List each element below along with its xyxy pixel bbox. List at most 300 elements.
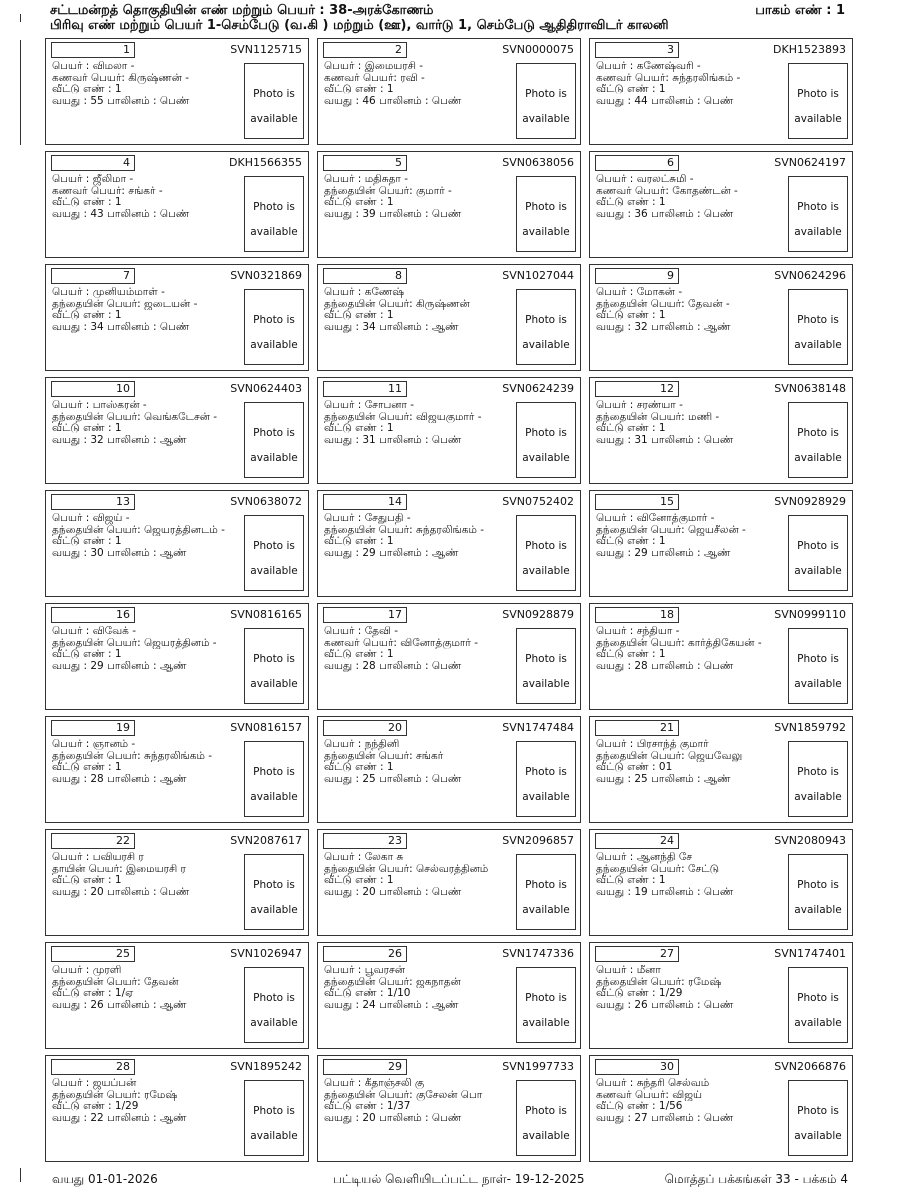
voter-name: பெயர் : பாஸ்கரன் - bbox=[52, 400, 147, 411]
serial-number: 10 bbox=[51, 381, 135, 397]
voter-details bbox=[52, 965, 242, 1011]
voter-name: பெயர் : வரலட்சுமி - bbox=[596, 174, 694, 185]
voter-card bbox=[45, 38, 309, 145]
photo-text-line2: available bbox=[794, 339, 842, 351]
house-number: வீட்டு எண் : 1 bbox=[52, 310, 122, 321]
voter-name: பெயர் : சோபனா - bbox=[324, 400, 415, 411]
relation-name: தந்தையின் பெயர்: ரமேஷ் bbox=[596, 976, 722, 988]
age-gender: வயது : 31 பாலினம் : பெண் bbox=[596, 434, 734, 446]
age-gender: வயது : 19 பாலினம் : பெண் bbox=[596, 886, 734, 898]
voter-name: பெயர் : சந்தியா - bbox=[596, 626, 680, 637]
relation-name: தந்தையின் பெயர்: ஜெயரத்தினம் - bbox=[52, 637, 217, 649]
serial-number: 1 bbox=[51, 42, 135, 58]
age-gender: வயது : 44 பாலினம் : பெண் bbox=[596, 95, 734, 107]
photo-text-line1: Photo is bbox=[525, 992, 567, 1004]
voter-card bbox=[317, 829, 581, 936]
serial-number: 11 bbox=[323, 381, 407, 397]
voter-details bbox=[52, 400, 242, 446]
page-count: மொத்தப் பக்கங்கள் 33 - பக்கம் 4 bbox=[664, 1172, 848, 1186]
voter-card bbox=[589, 264, 853, 371]
age-gender: வயது : 29 பாலினம் : ஆண் bbox=[52, 660, 187, 672]
voter-card bbox=[589, 38, 853, 145]
voter-details bbox=[596, 1078, 786, 1124]
photo-text-line1: Photo is bbox=[253, 879, 295, 891]
house-number: வீட்டு எண் : 1 bbox=[52, 875, 122, 886]
photo-text-line2: available bbox=[522, 113, 570, 125]
voter-card bbox=[589, 151, 853, 258]
photo-text-line1: Photo is bbox=[525, 314, 567, 326]
house-number: வீட்டு எண் : 1 bbox=[324, 423, 394, 434]
photo-text-line2: available bbox=[522, 1130, 570, 1142]
relation-name: கணவர் பெயர்: கோதண்டன் - bbox=[596, 185, 738, 197]
voter-details bbox=[596, 400, 786, 446]
photo-box bbox=[788, 741, 848, 817]
house-number: வீட்டு எண் : 1/10 bbox=[324, 988, 411, 999]
photo-box bbox=[788, 176, 848, 252]
photo-text-line1: Photo is bbox=[797, 653, 839, 665]
house-number: வீட்டு எண் : 1/56 bbox=[596, 1101, 683, 1112]
voter-details bbox=[324, 626, 514, 672]
photo-box bbox=[244, 63, 304, 139]
relation-name: தந்தையின் பெயர்: தேவன் bbox=[52, 976, 179, 988]
relation-name: தந்தையின் பெயர்: கிருஷ்ணன் bbox=[324, 298, 470, 310]
house-number: வீட்டு எண் : 1 bbox=[52, 84, 122, 95]
photo-text-line2: available bbox=[794, 791, 842, 803]
age-gender: வயது : 26 பாலினம் : ஆண் bbox=[52, 999, 187, 1011]
voter-name: பெயர் : ஆனந்தி சே bbox=[596, 852, 693, 863]
voter-name: பெயர் : விமலா - bbox=[52, 61, 135, 72]
photo-text-line1: Photo is bbox=[253, 201, 295, 213]
voter-id: SVN2066876 bbox=[774, 1060, 846, 1073]
age-gender: வயது : 32 பாலினம் : ஆண் bbox=[596, 321, 731, 333]
voter-name: பெயர் : பூவரசன் bbox=[324, 965, 406, 976]
voter-name: பெயர் : மதிசுதா - bbox=[324, 174, 409, 185]
photo-box bbox=[516, 63, 576, 139]
photo-text-line1: Photo is bbox=[797, 427, 839, 439]
voter-id: DKH1523893 bbox=[773, 43, 846, 56]
voter-card bbox=[45, 1055, 309, 1162]
voter-name: பெயர் : விஜய் - bbox=[52, 513, 130, 524]
photo-text-line2: available bbox=[794, 226, 842, 238]
age-gender: வயது : 22 பாலினம் : ஆண் bbox=[52, 1112, 187, 1124]
voter-id: SVN1027044 bbox=[502, 269, 574, 282]
house-number: வீட்டு எண் : 1 bbox=[596, 310, 666, 321]
voter-details bbox=[596, 513, 786, 559]
voter-id: SVN0638148 bbox=[774, 382, 846, 395]
relation-name: தந்தையின் பெயர்: விஜயகுமார் - bbox=[324, 411, 482, 423]
voter-details bbox=[52, 61, 242, 107]
house-number: வீட்டு எண் : 1 bbox=[324, 649, 394, 660]
serial-number: 22 bbox=[51, 833, 135, 849]
voter-card bbox=[589, 603, 853, 710]
age-gender: வயது : 20 பாலினம் : பெண் bbox=[324, 886, 462, 898]
photo-text-line2: available bbox=[522, 565, 570, 577]
voter-card bbox=[45, 377, 309, 484]
photo-box bbox=[788, 1080, 848, 1156]
house-number: வீட்டு எண் : 1 bbox=[324, 536, 394, 547]
voter-details bbox=[52, 626, 242, 672]
age-reference-date: வயது 01-01-2026 bbox=[52, 1172, 158, 1186]
voter-id: SVN0928879 bbox=[502, 608, 574, 621]
relation-name: தந்தையின் பெயர்: சுந்தரலிங்கம் - bbox=[52, 750, 213, 762]
age-gender: வயது : 27 பாலினம் : பெண் bbox=[596, 1112, 734, 1124]
photo-text-line2: available bbox=[794, 113, 842, 125]
voter-name: பெயர் : விவேக் - bbox=[52, 626, 136, 637]
serial-number: 27 bbox=[595, 946, 679, 962]
relation-name: தந்தையின் பெயர்: ரமேஷ் bbox=[52, 1089, 178, 1101]
relation-name: கணவர் பெயர்: சங்கர் - bbox=[52, 185, 163, 197]
serial-number: 9 bbox=[595, 268, 679, 284]
relation-name: தந்தையின் பெயர்: ஜெயரத்தினடம் - bbox=[52, 524, 225, 536]
age-gender: வயது : 55 பாலினம் : பெண் bbox=[52, 95, 190, 107]
voter-id: SVN2080943 bbox=[774, 834, 846, 847]
voter-name: பெயர் : வினோத்குமார் - bbox=[596, 513, 715, 524]
photo-text-line1: Photo is bbox=[253, 314, 295, 326]
serial-number: 6 bbox=[595, 155, 679, 171]
photo-text-line2: available bbox=[250, 113, 298, 125]
serial-number: 2 bbox=[323, 42, 407, 58]
relation-name: கணவர் பெயர்: சுந்தரலிங்கம் - bbox=[596, 72, 741, 84]
voter-card bbox=[589, 377, 853, 484]
photo-text-line1: Photo is bbox=[253, 1105, 295, 1117]
serial-number: 20 bbox=[323, 720, 407, 736]
relation-name: தந்தையின் பெயர்: செல்வரத்தினம் bbox=[324, 863, 489, 875]
photo-box bbox=[788, 854, 848, 930]
photo-text-line1: Photo is bbox=[525, 427, 567, 439]
voter-card bbox=[45, 829, 309, 936]
photo-text-line2: available bbox=[522, 339, 570, 351]
age-gender: வயது : 26 பாலினம் : பெண் bbox=[596, 999, 734, 1011]
age-gender: வயது : 28 பாலினம் : பெண் bbox=[324, 660, 462, 672]
voter-card bbox=[317, 151, 581, 258]
photo-box bbox=[788, 967, 848, 1043]
voter-card bbox=[589, 1055, 853, 1162]
voter-card bbox=[45, 942, 309, 1049]
photo-box bbox=[516, 402, 576, 478]
photo-text-line1: Photo is bbox=[253, 992, 295, 1004]
serial-number: 17 bbox=[323, 607, 407, 623]
voter-name: பெயர் : கீதாஞ்சலி கு bbox=[324, 1078, 425, 1089]
serial-number: 12 bbox=[595, 381, 679, 397]
serial-number: 4 bbox=[51, 155, 135, 171]
photo-box bbox=[244, 515, 304, 591]
house-number: வீட்டு எண் : 1 bbox=[52, 649, 122, 660]
constituency-title: சட்டமன்றத் தொகுதியின் எண் மற்றும் பெயர் : 38-அரக்கோணம் bbox=[50, 3, 434, 18]
photo-text-line1: Photo is bbox=[525, 201, 567, 213]
photo-text-line1: Photo is bbox=[253, 653, 295, 665]
voter-name: பெயர் : ஜயப்பன் bbox=[52, 1078, 137, 1089]
voter-card bbox=[589, 716, 853, 823]
photo-text-line2: available bbox=[250, 1130, 298, 1142]
voter-name: பெயர் : மோகன் - bbox=[596, 287, 683, 298]
voter-name: பெயர் : ஜீலிமா - bbox=[52, 174, 134, 185]
voter-details bbox=[324, 1078, 514, 1124]
age-gender: வயது : 20 பாலினம் : பெண் bbox=[324, 1112, 462, 1124]
voter-id: SVN1026947 bbox=[230, 947, 302, 960]
age-gender: வயது : 24 பாலினம் : ஆண் bbox=[324, 999, 459, 1011]
photo-text-line1: Photo is bbox=[525, 653, 567, 665]
photo-text-line2: available bbox=[522, 226, 570, 238]
voter-name: பெயர் : முரளி bbox=[52, 965, 122, 976]
photo-text-line1: Photo is bbox=[253, 427, 295, 439]
photo-box bbox=[516, 628, 576, 704]
voter-details bbox=[52, 174, 242, 220]
photo-text-line2: available bbox=[250, 565, 298, 577]
photo-text-line1: Photo is bbox=[797, 879, 839, 891]
photo-text-line2: available bbox=[250, 339, 298, 351]
voter-card bbox=[317, 264, 581, 371]
house-number: வீட்டு எண் : 1 bbox=[52, 762, 122, 773]
photo-box bbox=[516, 741, 576, 817]
serial-number: 7 bbox=[51, 268, 135, 284]
voter-name: பெயர் : தேவி - bbox=[324, 626, 399, 637]
age-gender: வயது : 34 பாலினம் : ஆண் bbox=[324, 321, 459, 333]
age-gender: வயது : 25 பாலினம் : பெண் bbox=[324, 773, 462, 785]
voter-id: SVN0816165 bbox=[230, 608, 302, 621]
voter-details bbox=[596, 852, 786, 898]
voter-id: SVN0624403 bbox=[230, 382, 302, 395]
photo-text-line2: available bbox=[250, 1017, 298, 1029]
voter-details bbox=[596, 965, 786, 1011]
photo-text-line1: Photo is bbox=[797, 540, 839, 552]
photo-box bbox=[516, 289, 576, 365]
photo-box bbox=[788, 289, 848, 365]
photo-text-line1: Photo is bbox=[525, 879, 567, 891]
voter-id: SVN2087617 bbox=[230, 834, 302, 847]
photo-box bbox=[788, 628, 848, 704]
relation-name: தந்தையின் பெயர்: வெங்கடேசன் - bbox=[52, 411, 218, 423]
photo-text-line2: available bbox=[794, 452, 842, 464]
relation-name: கணவர் பெயர்: ரவி - bbox=[324, 72, 425, 84]
relation-name: தந்தையின் பெயர்: ஜெயவேலு bbox=[596, 750, 743, 762]
serial-number: 13 bbox=[51, 494, 135, 510]
house-number: வீட்டு எண் : 1 bbox=[52, 197, 122, 208]
voter-name: பெயர் : சேதுபதி - bbox=[324, 513, 411, 524]
voter-name: பெயர் : கணேஷ்வரி - bbox=[596, 61, 701, 72]
voter-details bbox=[324, 400, 514, 446]
voter-card bbox=[317, 377, 581, 484]
photo-text-line2: available bbox=[522, 1017, 570, 1029]
voter-id: SVN1747401 bbox=[774, 947, 846, 960]
serial-number: 14 bbox=[323, 494, 407, 510]
relation-name: தாயின் பெயர்: இமையரசி ர bbox=[52, 863, 186, 875]
age-gender: வயது : 20 பாலினம் : பெண் bbox=[52, 886, 190, 898]
serial-number: 23 bbox=[323, 833, 407, 849]
house-number: வீட்டு எண் : 1/37 bbox=[324, 1101, 411, 1112]
voter-id: SVN0624239 bbox=[502, 382, 574, 395]
voter-id: DKH1566355 bbox=[229, 156, 302, 169]
voter-card bbox=[45, 151, 309, 258]
publication-date: பட்டியல் வெளியிடப்பட்ட நாள்- 19-12-2025 bbox=[333, 1172, 585, 1186]
age-gender: வயது : 34 பாலினம் : பெண் bbox=[52, 321, 190, 333]
serial-number: 24 bbox=[595, 833, 679, 849]
serial-number: 5 bbox=[323, 155, 407, 171]
voter-id: SVN1747484 bbox=[502, 721, 574, 734]
voter-details bbox=[596, 287, 786, 333]
relation-name: தந்தையின் பெயர்: சங்கர் bbox=[324, 750, 444, 762]
photo-text-line2: available bbox=[250, 791, 298, 803]
age-gender: வயது : 30 பாலினம் : ஆண் bbox=[52, 547, 187, 559]
house-number: வீட்டு எண் : 1/29 bbox=[52, 1101, 139, 1112]
age-gender: வயது : 39 பாலினம் : பெண் bbox=[324, 208, 462, 220]
photo-box bbox=[788, 63, 848, 139]
photo-text-line1: Photo is bbox=[797, 1105, 839, 1117]
voter-card bbox=[45, 264, 309, 371]
house-number: வீட்டு எண் : 1/ஏ bbox=[52, 988, 134, 999]
photo-text-line2: available bbox=[522, 791, 570, 803]
photo-box bbox=[516, 854, 576, 930]
serial-number: 29 bbox=[323, 1059, 407, 1075]
age-gender: வயது : 28 பாலினம் : ஆண் bbox=[52, 773, 187, 785]
voter-card bbox=[45, 716, 309, 823]
voter-id: SVN0999110 bbox=[774, 608, 846, 621]
serial-number: 15 bbox=[595, 494, 679, 510]
voter-id: SVN1997733 bbox=[502, 1060, 574, 1073]
photo-box bbox=[244, 854, 304, 930]
relation-name: தந்தையின் பெயர்: ஜடையன் - bbox=[52, 298, 198, 310]
photo-text-line1: Photo is bbox=[797, 992, 839, 1004]
relation-name: தந்தையின் பெயர்: சுந்தரலிங்கம் - bbox=[324, 524, 485, 536]
voter-id: SVN0624197 bbox=[774, 156, 846, 169]
voter-grid bbox=[45, 38, 853, 1162]
voter-details bbox=[596, 739, 786, 785]
voter-details bbox=[324, 174, 514, 220]
voter-id: SVN0638072 bbox=[230, 495, 302, 508]
photo-text-line2: available bbox=[522, 678, 570, 690]
house-number: வீட்டு எண் : 1 bbox=[596, 536, 666, 547]
voter-details bbox=[596, 626, 786, 672]
voter-name: பெயர் : சுந்தரி செல்வம் bbox=[596, 1078, 710, 1089]
voter-name: பெயர் : பவியரசி ர bbox=[52, 852, 144, 863]
voter-details bbox=[324, 852, 514, 898]
photo-text-line1: Photo is bbox=[525, 766, 567, 778]
house-number: வீட்டு எண் : 1 bbox=[596, 423, 666, 434]
photo-text-line2: available bbox=[794, 565, 842, 577]
relation-name: கணவர் பெயர்: வினோத்குமார் - bbox=[324, 637, 479, 649]
voter-id: SVN0752402 bbox=[502, 495, 574, 508]
voter-card bbox=[45, 603, 309, 710]
voter-id: SVN2096857 bbox=[502, 834, 574, 847]
voter-id: SVN0000075 bbox=[502, 43, 574, 56]
photo-box bbox=[788, 515, 848, 591]
photo-text-line1: Photo is bbox=[797, 766, 839, 778]
house-number: வீட்டு எண் : 1 bbox=[596, 649, 666, 660]
photo-text-line2: available bbox=[794, 1130, 842, 1142]
age-gender: வயது : 36 பாலினம் : பெண் bbox=[596, 208, 734, 220]
voter-card bbox=[317, 1055, 581, 1162]
voter-id: SVN0928929 bbox=[774, 495, 846, 508]
relation-name: தந்தையின் பெயர்: குசேலன் பொ bbox=[324, 1089, 483, 1101]
voter-name: பெயர் : மீனா bbox=[596, 965, 661, 976]
photo-text-line1: Photo is bbox=[253, 88, 295, 100]
voter-details bbox=[324, 965, 514, 1011]
voter-card bbox=[45, 490, 309, 597]
photo-box bbox=[244, 628, 304, 704]
photo-box bbox=[244, 967, 304, 1043]
photo-box bbox=[244, 289, 304, 365]
photo-box bbox=[516, 967, 576, 1043]
photo-text-line1: Photo is bbox=[253, 540, 295, 552]
house-number: வீட்டு எண் : 1 bbox=[52, 423, 122, 434]
photo-text-line2: available bbox=[250, 678, 298, 690]
age-gender: வயது : 31 பாலினம் : பெண் bbox=[324, 434, 462, 446]
voter-details bbox=[52, 287, 242, 333]
voter-name: பெயர் : பிரசாந்த் குமார் bbox=[596, 739, 709, 750]
photo-box bbox=[516, 1080, 576, 1156]
voter-details bbox=[52, 739, 242, 785]
relation-name: தந்தையின் பெயர்: தேவன் - bbox=[596, 298, 730, 310]
house-number: வீட்டு எண் : 1 bbox=[596, 84, 666, 95]
voter-card bbox=[317, 490, 581, 597]
relation-name: கணவர் பெயர்: விஜய் bbox=[596, 1089, 703, 1101]
voter-card bbox=[589, 829, 853, 936]
age-gender: வயது : 29 பாலினம் : ஆண் bbox=[596, 547, 731, 559]
age-gender: வயது : 28 பாலினம் : பெண் bbox=[596, 660, 734, 672]
voter-details bbox=[596, 174, 786, 220]
age-gender: வயது : 32 பாலினம் : ஆண் bbox=[52, 434, 187, 446]
photo-text-line1: Photo is bbox=[525, 88, 567, 100]
voter-card bbox=[317, 38, 581, 145]
section-title: பிரிவு எண் மற்றும் பெயர் 1-செம்பேடு (வ.கி ) மற்றும் (ஊ), வார்டு 1, செம்பேடு ஆதிதிராவிடர் காலனி bbox=[50, 18, 669, 33]
relation-name: தந்தையின் பெயர்: ஜகநாதன் bbox=[324, 976, 461, 988]
serial-number: 25 bbox=[51, 946, 135, 962]
voter-id: SVN0624296 bbox=[774, 269, 846, 282]
house-number: வீட்டு எண் : 1 bbox=[324, 197, 394, 208]
house-number: வீட்டு எண் : 01 bbox=[596, 762, 673, 773]
age-gender: வயது : 25 பாலினம் : ஆண் bbox=[596, 773, 731, 785]
voter-card bbox=[317, 716, 581, 823]
voter-id: SVN0816157 bbox=[230, 721, 302, 734]
voter-details bbox=[324, 513, 514, 559]
voter-details bbox=[52, 852, 242, 898]
voter-name: பெயர் : முனியம்மாள் - bbox=[52, 287, 165, 298]
photo-box bbox=[516, 176, 576, 252]
voter-details bbox=[596, 61, 786, 107]
voter-details bbox=[324, 739, 514, 785]
voter-details bbox=[52, 513, 242, 559]
photo-text-line2: available bbox=[250, 904, 298, 916]
serial-number: 8 bbox=[323, 268, 407, 284]
serial-number: 16 bbox=[51, 607, 135, 623]
voter-card bbox=[589, 942, 853, 1049]
voter-details bbox=[52, 1078, 242, 1124]
house-number: வீட்டு எண் : 1 bbox=[324, 875, 394, 886]
voter-id: SVN1747336 bbox=[502, 947, 574, 960]
relation-name: தந்தையின் பெயர்: ஜெயசீலன் - bbox=[596, 524, 746, 536]
age-gender: வயது : 46 பாலினம் : பெண் bbox=[324, 95, 462, 107]
photo-text-line2: available bbox=[250, 452, 298, 464]
serial-number: 18 bbox=[595, 607, 679, 623]
house-number: வீட்டு எண் : 1 bbox=[52, 536, 122, 547]
voter-name: பெயர் : கணேஷ் bbox=[324, 287, 404, 298]
house-number: வீட்டு எண் : 1 bbox=[324, 84, 394, 95]
photo-text-line1: Photo is bbox=[253, 766, 295, 778]
voter-name: பெயர் : இமையரசி - bbox=[324, 61, 424, 72]
page-header bbox=[0, 0, 900, 36]
relation-name: தந்தையின் பெயர்: கார்த்திகேயன் - bbox=[596, 637, 762, 649]
photo-box bbox=[516, 515, 576, 591]
voter-details bbox=[324, 61, 514, 107]
photo-box bbox=[244, 176, 304, 252]
photo-box bbox=[788, 402, 848, 478]
voter-card bbox=[589, 490, 853, 597]
photo-text-line2: available bbox=[794, 904, 842, 916]
voter-name: பெயர் : சரண்யா - bbox=[596, 400, 683, 411]
voter-card bbox=[317, 603, 581, 710]
page-footer bbox=[0, 1168, 900, 1192]
house-number: வீட்டு எண் : 1 bbox=[324, 762, 394, 773]
voter-id: SVN0321869 bbox=[230, 269, 302, 282]
